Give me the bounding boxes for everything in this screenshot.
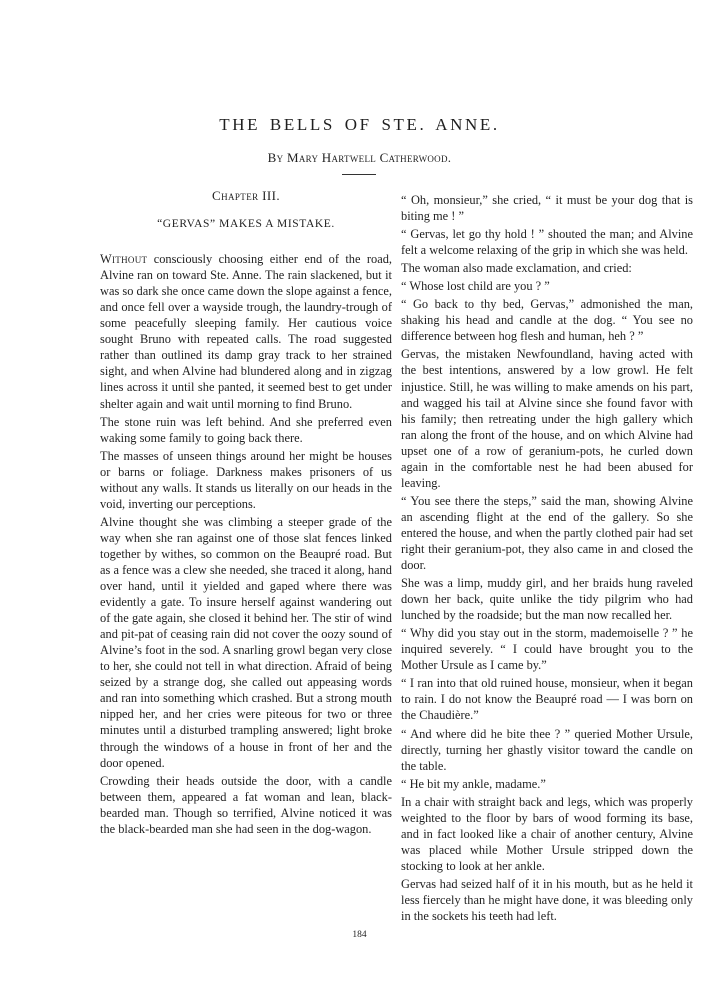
paragraph: Alvine thought she was climbing a steeper grade of the way when she ran against one of those slat fences linked together by withes, so common on the Beaupré road. But as a fence was a clew she needed, she traced it along, hand over hand, until it yielded and gaped where there was evidently a gate. To insure herself against wandering out of the gate again, she closed it behind her. The stir of wind and pit-pat of ceasing rain did not cover the oozy sound of Alvine’s foot in the sod. A snarling growl began very close to her, she could not tell in what direction. Afraid of being seized by a strange dog, she called out appeasing words and ran into something which crashed. But a strong mouth nipped her, and her cries were piteous for two or three minutes until a disturbed trampling answered; light broke through the windows of a house in front of her and the door opened.: [100, 514, 392, 770]
article-title: THE BELLS OF STE. ANNE.: [219, 115, 500, 134]
paragraph: Crowding their heads outside the door, with a candle between them, appeared a fat woman and lean, black-bearded man. Though so terrified, Alvine noticed it was the black-bearded man she had seen in the dog-wagon.: [100, 773, 392, 836]
paragraph: She was a limp, muddy girl, and her braids hung raveled down her back, quite unlike the tidy pilgrim who had lunched by the roadside; but the man now recalled her.: [401, 576, 693, 623]
paragraph: “ Oh, monsieur,” she cried, “ it must be your dog that is biting me ! ”: [401, 193, 693, 224]
opening-word: Without: [100, 252, 148, 267]
paragraph: Gervas had seized half of it in his mouth, but as he held it less fiercely than he might have done, it was bleeding only in the sockets his teeth had left.: [401, 876, 693, 924]
paragraph: The masses of unseen things around her might be houses or barns or foliage. Darkness makes prisoners of us without any walls. It stands us literally on our heads in the void, inverting our perceptions.: [100, 448, 392, 511]
paragraph: “ You see there the steps,” said the man, showing Alvine an ascending flight at the end of the gallery. So she entered the house, and when the partly clothed pair had set right their geranium-pot, they also came in and closed the door.: [401, 493, 693, 573]
paragraph: “ I ran into that old ruined house, monsieur, when it began to rain. I do not know the Beaupré road — I was born on the Chaudière.”: [401, 676, 693, 723]
paragraph: “ Whose lost child are you ? ”: [401, 279, 550, 294]
paragraph: In a chair with straight back and legs, which was properly weighted to the floor by bars of wood forming its base, and in fact looked like a chair of another century, Alvine was placed while Mother Ursule stripped down the stocking to look at her ankle.: [401, 794, 693, 873]
right-column: [401, 192, 693, 924]
paragraph: The stone ruin was left behind. And she preferred even waking some family to going back there.: [100, 414, 392, 445]
paragraph: “ He bit my ankle, madame.”: [401, 776, 546, 791]
chapter-heading: Chapter III.: [212, 188, 280, 203]
paragraph: The woman also made exclamation, and cried:: [401, 261, 632, 276]
page-number: 184: [352, 930, 367, 940]
paragraph: “ Go back to thy bed, Gervas,” admonished the man, shaking his head and candle at the dog. “ You see no difference between hog flesh and human, heh ? ”: [401, 297, 693, 344]
chapter-subheading: “GERVAS” MAKES A MISTAKE.: [157, 218, 335, 231]
opening-paragraph: [100, 251, 392, 411]
paragraph: “ Why did you stay out in the storm, mademoiselle ? ” he inquired severely. “ I could have brought you to the Mother Ursule as I came by.”: [401, 626, 693, 673]
paragraph: “ Gervas, let go thy hold ! ” shouted the man; and Alvine felt a welcome relaxing of the grip in which she was held.: [401, 227, 693, 258]
left-column: [100, 188, 392, 837]
opening-paragraph-text: consciously choosing either end of the road, Alvine ran on toward Ste. Anne. The rain slackened, but it was so dark she once came down the slope against a fence, and once fell over a wayside trough, the laundry-trough of some peacefully sleeping family. Her cautious voice sought Bruno with repeated calls. The road suggested rather than outlined its damp gray track to her strained sight, and when Alvine had blundered along and in zigzag lines across it until she panted, it seemed best to get under shelter again and wait until morning to find Bruno.: [100, 252, 392, 411]
paragraph: Gervas, the mistaken Newfoundland, having acted with the best intentions, answered by a low growl. He felt injustice. Still, he was willing to make amends on his part, and wagged his tail at Alvine since she found favor with his family; then retreating under the high gallery which ran along the front of the house, and on which Alvine had upset one of a row of geranium-pots, he curled down again in the comfortable nest he had been abused for leaving.: [401, 347, 693, 490]
author-byline: By Mary Hartwell Catherwood.: [267, 150, 452, 165]
title-rule: [342, 174, 376, 175]
paragraph: “ And where did he bite thee ? ” queried Mother Ursule, directly, turning her ghastly visitor toward the candle on the table.: [401, 726, 693, 773]
